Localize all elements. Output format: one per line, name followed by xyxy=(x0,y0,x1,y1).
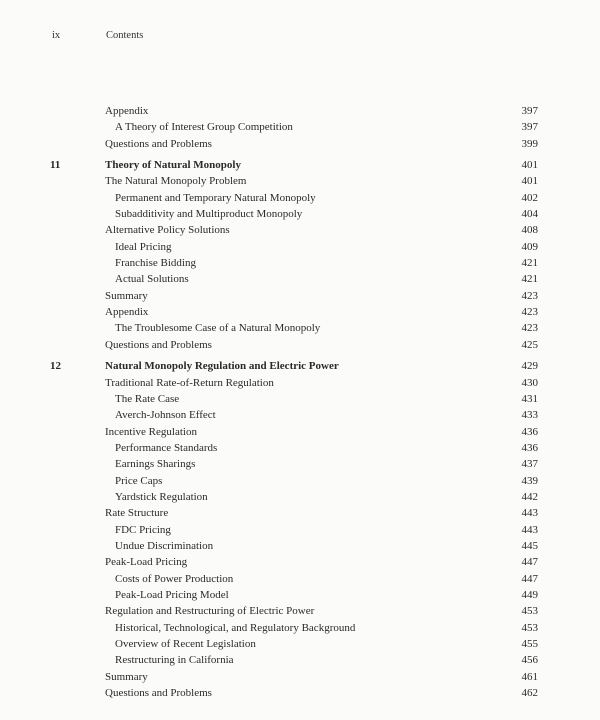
toc-entry-page: 447 xyxy=(521,556,538,569)
toc-entry xyxy=(0,239,600,255)
toc-entry-title: The Troublesome Case of a Natural Monopoly xyxy=(115,322,321,335)
toc-entry-page: 421 xyxy=(521,257,538,270)
toc-entry-title: Undue Discrimination xyxy=(115,539,214,552)
toc-entry-page: 421 xyxy=(521,273,538,286)
toc-chapter-entry xyxy=(0,358,600,374)
toc-entry-page: 401 xyxy=(521,175,538,188)
toc-entry-page: 431 xyxy=(521,392,538,405)
toc-entry xyxy=(0,554,600,570)
toc-entry-page: 430 xyxy=(521,376,538,389)
toc-entry xyxy=(0,255,600,271)
chapter-number: 11 xyxy=(50,159,61,172)
toc-entry-title: Incentive Regulation xyxy=(105,425,197,438)
toc-entry-title: Averch-Johnson Effect xyxy=(115,409,216,422)
toc-entry-title: Summary xyxy=(105,670,148,683)
toc-entry-page: 461 xyxy=(521,670,538,683)
table-of-contents xyxy=(0,103,600,701)
toc-entry-title: Regulation and Restructuring of Electric Power xyxy=(105,605,315,618)
toc-entry-title: Alternative Policy Solutions xyxy=(105,224,230,237)
toc-entry xyxy=(0,424,600,440)
toc-entry xyxy=(0,206,600,222)
toc-entry-page: 425 xyxy=(521,338,538,351)
toc-entry xyxy=(0,440,600,456)
toc-entry xyxy=(0,636,600,652)
toc-entry-title: Theory of Natural Monopoly xyxy=(105,159,241,172)
toc-entry xyxy=(0,337,600,353)
toc-entry xyxy=(0,103,600,119)
toc-entry-page: 437 xyxy=(521,458,538,471)
toc-entry-title: FDC Pricing xyxy=(115,523,171,536)
toc-entry-page: 397 xyxy=(521,121,538,134)
toc-entry-page: 429 xyxy=(521,360,538,373)
toc-entry xyxy=(0,119,600,135)
toc-entry-title: Appendix xyxy=(105,306,149,319)
toc-entry xyxy=(0,505,600,521)
toc-entry-title: Questions and Problems xyxy=(105,338,212,351)
toc-entry xyxy=(0,652,600,668)
toc-entry xyxy=(0,288,600,304)
toc-entry-title: The Natural Monopoly Problem xyxy=(105,175,247,188)
toc-entry-page: 436 xyxy=(521,441,538,454)
toc-entry xyxy=(0,669,600,685)
toc-entry xyxy=(0,375,600,391)
toc-entry xyxy=(0,271,600,287)
toc-entry xyxy=(0,685,600,701)
toc-entry-page: 442 xyxy=(521,490,538,503)
toc-entry-title: Franchise Bidding xyxy=(115,257,196,270)
toc-entry-title: Rate Structure xyxy=(105,507,169,520)
toc-entry-page: 423 xyxy=(521,322,538,335)
toc-entry-page: 433 xyxy=(521,409,538,422)
toc-entry xyxy=(0,456,600,472)
toc-entry-title: Performance Standards xyxy=(115,441,218,454)
toc-entry-title: Questions and Problems xyxy=(105,137,212,150)
toc-entry-page: 408 xyxy=(521,224,538,237)
toc-entry-page: 456 xyxy=(521,654,538,667)
toc-entry-title: Yardstick Regulation xyxy=(115,490,208,503)
toc-entry-title: A Theory of Interest Group Competition xyxy=(115,121,293,134)
toc-entry xyxy=(0,571,600,587)
toc-entry-page: 462 xyxy=(521,687,538,700)
toc-entry xyxy=(0,522,600,538)
toc-entry xyxy=(0,136,600,152)
toc-entry-title: Summary xyxy=(105,289,148,302)
toc-entry-title: Actual Solutions xyxy=(115,273,189,286)
page-number: ix xyxy=(52,30,61,41)
toc-entry-page: 443 xyxy=(521,507,538,520)
page-header xyxy=(0,30,600,46)
toc-entry-page: 423 xyxy=(521,306,538,319)
toc-entry-title: Peak-Load Pricing Model xyxy=(115,588,229,601)
toc-chapter-entry xyxy=(0,157,600,173)
toc-entry-page: 409 xyxy=(521,240,538,253)
toc-entry xyxy=(0,304,600,320)
toc-entry xyxy=(0,538,600,554)
toc-entry-title: Price Caps xyxy=(115,474,163,487)
toc-entry-title: Ideal Pricing xyxy=(115,240,172,253)
toc-entry-page: 401 xyxy=(521,159,538,172)
toc-entry-title: Overview of Recent Legislation xyxy=(115,638,256,650)
toc-entry-title: Restructuring in California xyxy=(115,654,234,667)
toc-entry xyxy=(0,320,600,336)
toc-entry-page: 443 xyxy=(521,523,538,536)
toc-entry-page: 402 xyxy=(521,191,538,204)
toc-entry xyxy=(0,603,600,619)
toc-entry-page: 453 xyxy=(521,621,538,634)
toc-entry-title: Permanent and Temporary Natural Monopoly xyxy=(115,191,316,204)
toc-entry xyxy=(0,407,600,423)
toc-entry xyxy=(0,391,600,407)
toc-entry-page: 453 xyxy=(521,605,538,618)
toc-entry-page: 445 xyxy=(521,539,538,552)
toc-entry-title: Traditional Rate-of-Return Regulation xyxy=(105,376,274,389)
toc-entry xyxy=(0,587,600,603)
toc-entry-title: Subadditivity and Multiproduct Monopoly xyxy=(115,208,303,221)
toc-entry xyxy=(0,173,600,189)
toc-entry-title: Historical, Technological, and Regulatory Background xyxy=(115,621,356,634)
toc-entry-title: Peak-Load Pricing xyxy=(105,556,188,569)
toc-entry-title: Appendix xyxy=(105,105,149,117)
toc-entry xyxy=(0,489,600,505)
toc-entry xyxy=(0,473,600,489)
toc-entry-title: Costs of Power Production xyxy=(115,572,234,585)
chapter-number: 12 xyxy=(50,360,61,373)
toc-entry xyxy=(0,620,600,636)
toc-entry-page: 404 xyxy=(521,208,538,221)
toc-entry-page: 423 xyxy=(521,289,538,302)
toc-entry-page: 436 xyxy=(521,425,538,438)
toc-entry-page: 439 xyxy=(521,474,538,487)
toc-entry-page: 399 xyxy=(521,137,538,150)
toc-entry-title: Questions and Problems xyxy=(105,687,212,700)
toc-entry-title: Natural Monopoly Regulation and Electric Power xyxy=(105,360,339,373)
toc-entry-page: 449 xyxy=(521,588,538,601)
running-title: Contents xyxy=(106,30,144,41)
toc-entry-title: The Rate Case xyxy=(115,392,180,405)
toc-entry-title: Earnings Sharings xyxy=(115,458,196,471)
toc-entry xyxy=(0,222,600,238)
toc-entry-page: 447 xyxy=(521,572,538,585)
toc-entry-page: 455 xyxy=(521,638,538,650)
toc-entry-page: 397 xyxy=(521,105,538,117)
toc-entry xyxy=(0,190,600,206)
